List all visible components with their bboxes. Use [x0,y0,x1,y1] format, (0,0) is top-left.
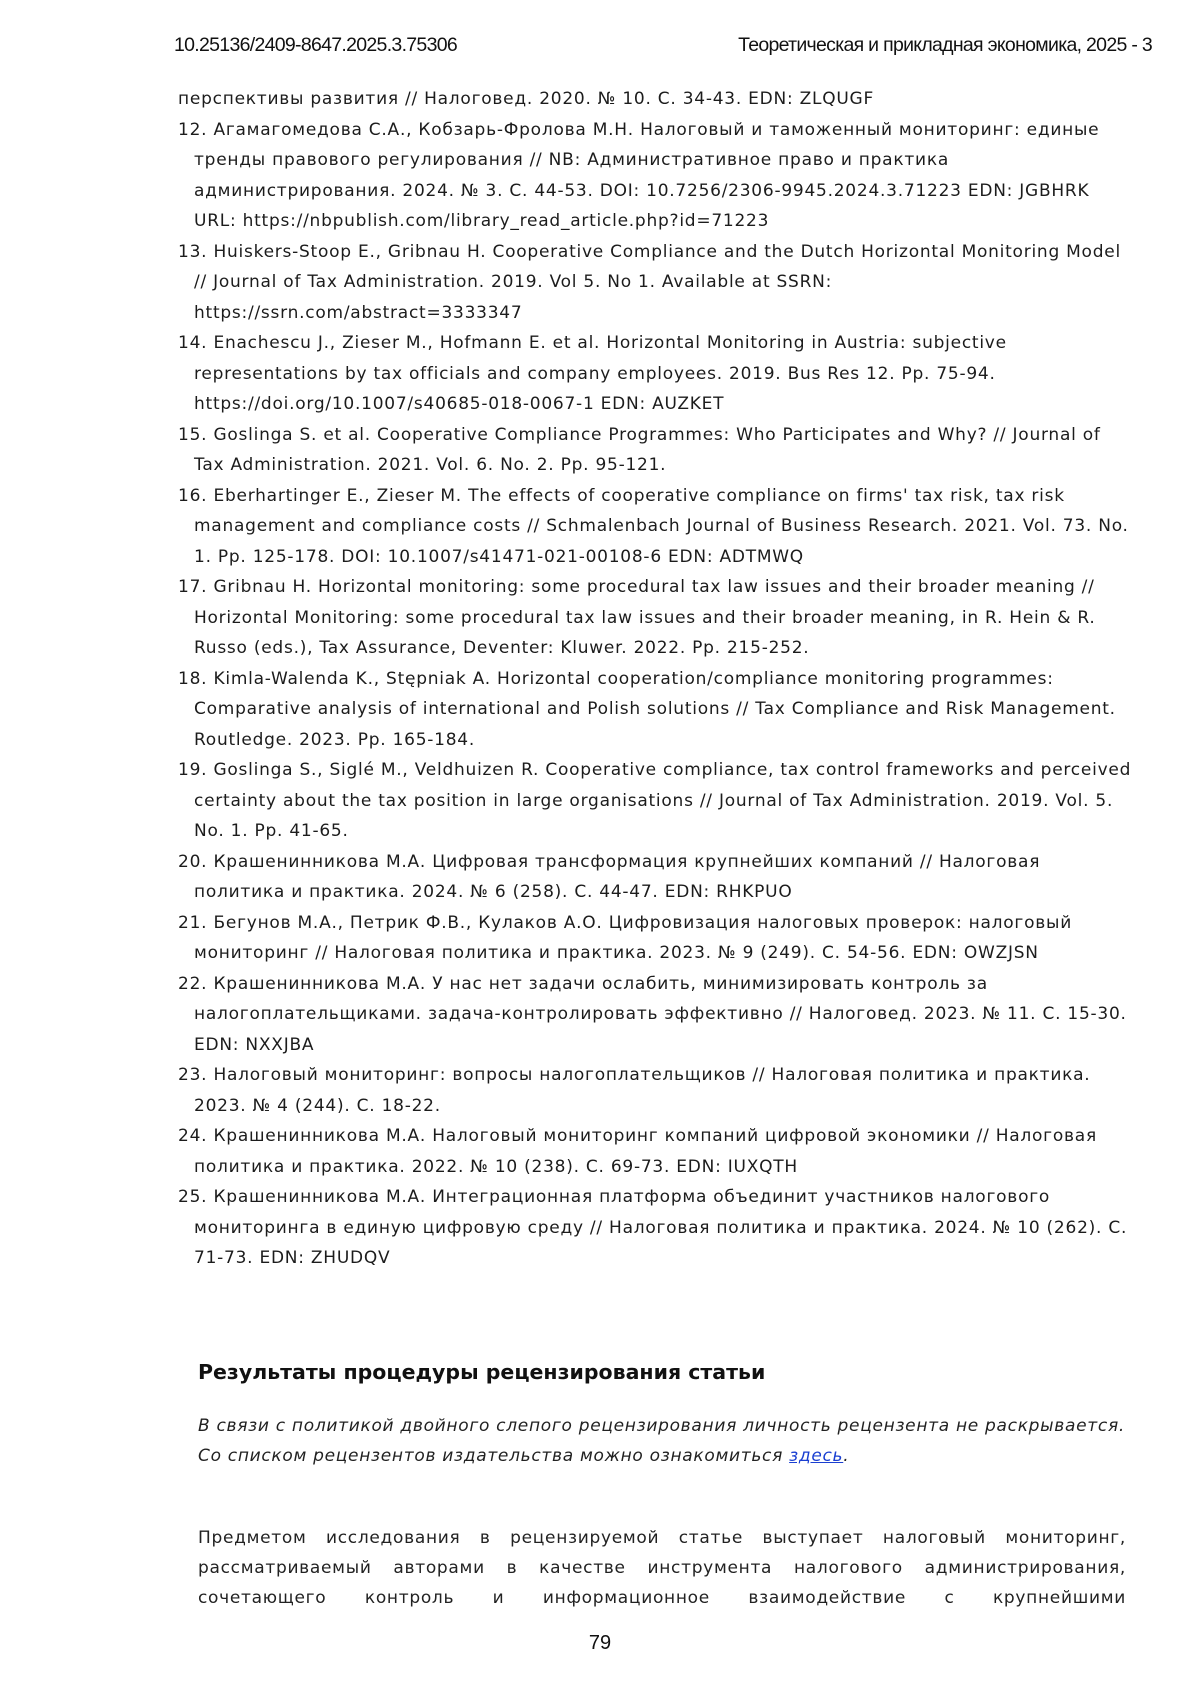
page-number: 79 [0,1632,1200,1655]
reference-number: 19. [173,760,207,780]
reference-text: Налоговый мониторинг: вопросы налогоплательщиков // Налоговая политика и практика. 2023. № 4 (244). С. 18-22. [194,1065,1090,1116]
reference-number: 22. [173,974,207,994]
reference-list [194,84,1134,1274]
reference-item [194,328,1134,420]
reference-item [194,664,1134,756]
reference-item [194,908,1134,969]
reference-text: Крашенинникова М.А. Цифровая трансформация крупнейших компаний // Налоговая политика и практика. 2024. № 6 (258). С. 44-47. EDN: RHKPUO [194,852,1040,903]
reference-number: 24. [173,1126,207,1146]
reference-item [194,1182,1134,1274]
reference-number: 16. [173,486,207,506]
reference-item [194,420,1134,481]
reference-text: Kimla-Walenda K., Stępniak A. Horizontal cooperation/compliance monitoring programmes: Comparative analysis of international and Polish solutions // Tax Compliance and Risk Management. Routledge. 2023. Pp. 165-184. [194,669,1116,750]
article-doi: 10.25136/2409-8647.2025.3.75306 [174,34,457,57]
review-policy-note [198,1411,1126,1471]
reference-item [194,481,1134,573]
reviewers-list-text: Со списком рецензентов издательства можно ознакомиться [198,1446,783,1466]
reviewers-list-period: . [843,1446,849,1466]
reference-item [194,572,1134,664]
reference-number: 17. [173,577,207,597]
reference-item [194,755,1134,847]
reviewers-list-line [198,1441,1126,1471]
reference-item [194,1060,1134,1121]
reference-text: Goslinga S., Siglé M., Veldhuizen R. Cooperative compliance, tax control frameworks and perceived certainty about the tax position in large organisations // Journal of Tax Administration. 2019. Vol. 5. No. 1. Pp. 41-65. [194,760,1131,841]
reference-item [194,237,1134,329]
reference-number: 18. [173,669,207,689]
review-body-paragraph: Предметом исследования в рецензируемой статье выступает налоговый мониторинг, рассматриваемый авторами в качестве инструмента налогового администрирования, сочетающего контроль и информационное взаимодействие с крупнейшими [198,1523,1126,1613]
reference-text: Крашенинникова М.А. Интеграционная платформа объединит участников налогового мониторинга в единую цифровую среду // Налоговая политика и практика. 2024. № 10 (262). С. 71-73. EDN: ZHUDQV [194,1187,1127,1268]
journal-title: Теоретическая и прикладная экономика, 2025 - 3 [738,34,1152,57]
review-section-title: Результаты процедуры рецензирования статьи [198,1360,765,1384]
reference-text: Gribnau H. Horizontal monitoring: some procedural tax law issues and their broader meaning // Horizontal Monitoring: some procedural tax law issues and their broader meaning, in R. Hein & R. Russo (eds.), Tax Assurance, Deventer: Kluwer. 2022. Pp. 215-252. [194,577,1095,658]
reference-number: 12. [173,120,207,140]
reference-number: 20. [173,852,207,872]
reference-text: Агамагомедова С.А., Кобзарь-Фролова М.Н. Налоговый и таможенный мониторинг: единые тренды правового регулирования // NB: Административное право и практика администрирования. 2024. № 3. С. 44-53. DOI: 10.7256/2306-9945.2024.3.71223 EDN: JGBHRK URL: https://nbpublish.com/library_read_article.php?id=71223 [194,120,1099,232]
running-head [174,34,1152,64]
reference-number: 14. [173,333,207,353]
reference-number: 21. [173,913,207,933]
reference-item [194,969,1134,1061]
reference-item [194,847,1134,908]
reference-item [194,1121,1134,1182]
reference-number: 15. [173,425,207,445]
reference-number: 13. [173,242,207,262]
review-policy-line: В связи с политикой двойного слепого рецензирования личность рецензента не раскрывается. [198,1411,1126,1441]
reference-text: Бегунов М.А., Петрик Ф.В., Кулаков А.О. Цифровизация налоговых проверок: налоговый мониторинг // Налоговая политика и практика. 2023. № 9 (249). С. 54-56. EDN: OWZJSN [194,913,1072,964]
reference-text: Goslinga S. et al. Cooperative Compliance Programmes: Who Participates and Why? // Journal of Tax Administration. 2021. Vol. 6. No. 2. Pp. 95-121. [194,425,1101,476]
reference-text: Eberhartinger E., Zieser M. The effects of cooperative compliance on firms' tax risk, tax risk management and compliance costs // Schmalenbach Journal of Business Research. 2021. Vol. 73. No. 1. Pp. 125-178. DOI: 10.1007/s41471-021-00108-6 EDN: ADTMWQ [194,486,1129,567]
reference-text: Крашенинникова М.А. Налоговый мониторинг компаний цифровой экономики // Налоговая политика и практика. 2022. № 10 (238). С. 69-73. EDN: IUXQTH [194,1126,1097,1177]
reference-text: перспективы развития // Налоговед. 2020. № 10. С. 34-43. EDN: ZLQUGF [178,89,874,109]
reference-text: Enachescu J., Zieser M., Hofmann E. et al. Horizontal Monitoring in Austria: subjective representations by tax officials and company employees. 2019. Bus Res 12. Pp. 75-94. https://doi.org/10.1007/s40685-018-0067-1 EDN: AUZKET [194,333,1007,414]
reference-continuation [178,84,1134,115]
reference-text: Крашенинникова М.А. У нас нет задачи ослабить, минимизировать контроль за налогоплательщиками. задача-контролировать эффективно // Налоговед. 2023. № 11. С. 15-30. EDN: NXXJBA [194,974,1127,1055]
reference-number: 25. [173,1187,207,1207]
reference-text: Huiskers-Stoop E., Gribnau H. Cooperative Compliance and the Dutch Horizontal Monitoring Model // Journal of Tax Administration. 2019. Vol 5. No 1. Available at SSRN: https://ssrn.com/abstract=3333347 [194,242,1121,323]
reviewers-list-link[interactable]: здесь [789,1446,843,1466]
reference-item [194,115,1134,237]
reference-number: 23. [173,1065,207,1085]
